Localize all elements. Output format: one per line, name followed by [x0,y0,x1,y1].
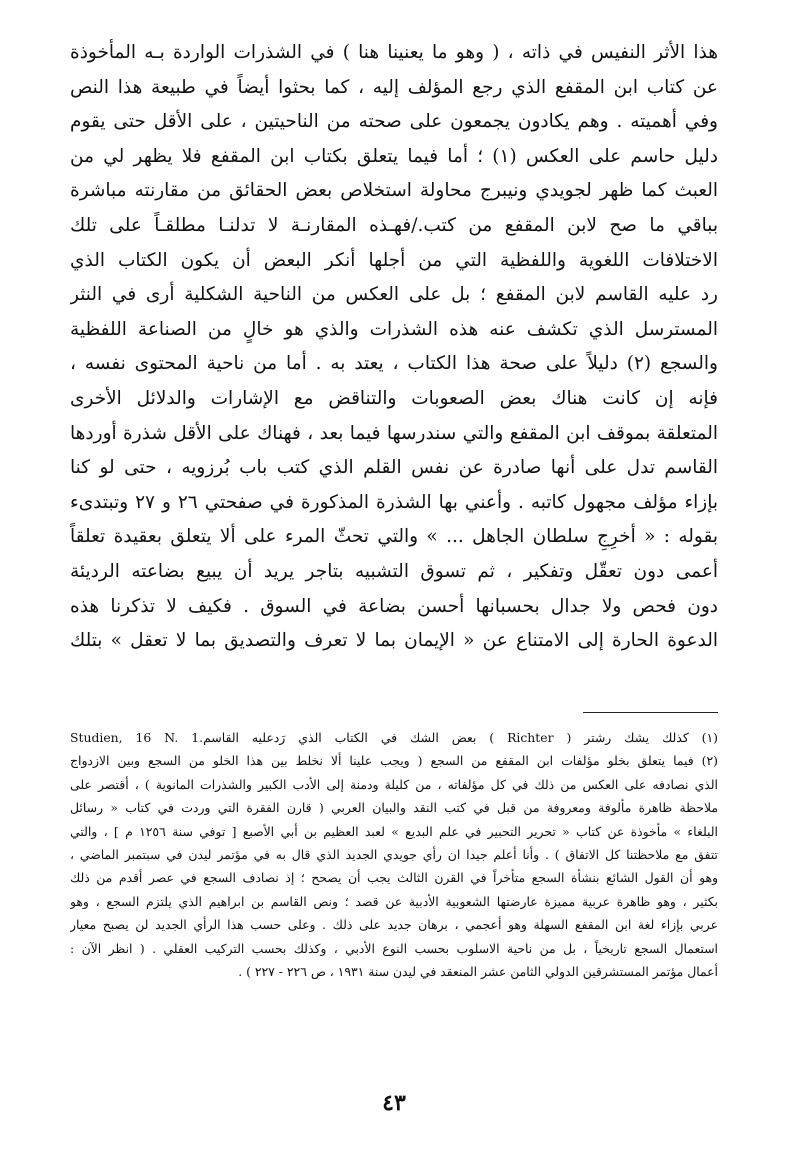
body-line: بقوله : « أخرِجِ سلطان الجاهل ... » والتي تحثّ المرء على ألا يتعلق بعقيدة تعلقاً [70,526,718,548]
body-text [70,36,718,659]
footnote-line: تتفق مع ملاحظتنا كل الاتفاق ) . وأنا أعلم جيدا ان رأي جويدي الجديد الذي قال به في مؤتمر ليدن في سبتمبر الماضي ، [70,846,718,862]
body-line: المتعلقة بموقف ابن المقفع والتي سندرسها فيما بعد ، فهناك على الأقل شذرة أوردها [70,422,718,444]
footnote-line: ملاحظة ظاهرة مألوفة ومعروفة من قبل في كتب النقد والبيان العربي ( قارن الفقرة التي وردت في كتاب « رسائل [70,800,718,816]
footnote-line: وهو أن القول الشائع بنشأة السجع متأخراً في القرن الثالث يجب أن يصحح ؛ إذ نصادف السجع في عصر أقدم من ذلك [70,870,718,886]
footnote-line: أعمال مؤتمر المستشرقين الدولي الثامن عشر المنعقد في ليدن سنة ١٩٣١ ، ص ٢٢٦ - ٢٢٧ ) . [238,963,718,979]
body-line: بإزاء مؤلف مجهول كاتبه . وأعني بها الشذرة المذكورة في صفحتي ٢٦ و ٢٧ وتبتدىء [70,491,718,513]
page-number: ٤٣ [382,1090,406,1116]
footnote-line: (١) كذلك يشك رشتر ( Richter ) بعض الشك في الكتاب الذي رَدعليه القاسم.Studien, 16 N. 1 [70,730,718,745]
body-line: وفي أهميته . وهم يكادون يجمعون على صحته من الناحيتين ، على الأقل حتى يقوم [70,111,718,133]
body-line: دليل حاسم على العكس (١) ؛ أما فيما يتعلق بكتاب ابن المقفع فلا يظهر لي من [70,145,718,167]
body-line: الاختلافات اللغوية واللفظية التي من أجلها أنكر البعض أن يكون الكتاب الذي [70,249,718,271]
body-line: بباقي ما صح لابن المقفع من كتب./فهـذه المقارنـة لا تدلنـا مطلقـاً على تلك [70,214,718,236]
body-line: رد عليه القاسم لابن المقفع ؛ بل على العكس من الناحية الشكلية أرى في النثر [70,284,718,306]
body-line: أعمى دون تعقّل وتفكير ، ثم تسوق التشبيه بتاجر يريد أن يبيع بضاعته الرديئة [70,560,718,582]
book-page [70,36,718,1116]
body-line: فإنه إن كانت هناك بعض الصعوبات والتناقض مع الإشارات والدلائل الأخرى [70,387,718,409]
footnote-line: بكثير ، وهو ظاهرة عربية مميزة عارضتها الشعوبية الأدبية عن قصد ؛ ونص القاسم بن ابراهيم الذي يلتزم السجع ، وهو [70,893,718,909]
body-line: والسجع (٢) دليلاً على صحة هذا الكتاب ، يعتد به . أما من ناحية المحتوى نفسه ، [70,353,718,375]
footnote-line: البلغاء » مأخوذة عن كتاب « تحرير التحبير في علم البديع » لعبد العظيم بن أبي الأصبع [ توفي سنة ١٢٥٦ م ] ، والتي [70,823,718,839]
footnote-line: الذي نصادفه على العكس من ذلك في كل مؤلفاته ، من كليلة ودمنة إلى الأدب الكبير والشذرات المانوية ) ، أقتصر على [70,776,718,792]
footnotes [70,726,718,983]
body-line: عن كتاب ابن المقفع الذي رجع المؤلف إليه ، كما بحثوا أيضاً في طبيعة هذا النص [70,76,718,98]
footnote-separator-rule [583,712,718,713]
body-line: الدعوة الحارة إلى الامتناع عن « الإيمان بما لا تعرف والتصديق بما لا تعقل » بتلك [70,630,718,652]
body-line: هذا الأثر النفيس في ذاته ، ( وهو ما يعنينا هنا ) في الشذرات الواردة بـه المأخوذة [70,42,718,63]
body-line: القاسم تدل على أنها صادرة عن نفس القلم الذي كتب باب بُرزويه ، حتى لو كنا [70,457,718,479]
body-line: العبث كما ظهر لجويدي ونيبرج محاولة استخلاص بعض الحقائق من مقارنته مباشرة [70,180,718,202]
footnote-line: (٢) فيما يتعلق بخلو مؤلفات ابن المقفع من السجع ( ويجب علينا ألا نخلط بين هذا الخلو من السجع وبين الازدواج [70,753,718,769]
footnote-line: استعمال السجع تاريخياً ، بل من ناحية الاسلوب بحسب النوع الأدبي ، وكذلك بحسب التركيب العقلي . ( انظر الآن : [70,940,718,956]
footnote-line: عربي بإزاء لغة ابن المقفع السهلة وهو أعجمي ، برهان جديد على ذلك . وعلى حسب هذا الرأي الجديد لن يصبح معيار [70,917,718,933]
body-line: المسترسل الذي تكشف عنه هذه الشذرات والذي هو خالٍ من الصناعة اللفظية [70,318,718,340]
body-line: دون فحص ولا جدال بحسبانها أحسن بضاعة في السوق . فكيف لا تذكرنا هذه [70,595,718,617]
